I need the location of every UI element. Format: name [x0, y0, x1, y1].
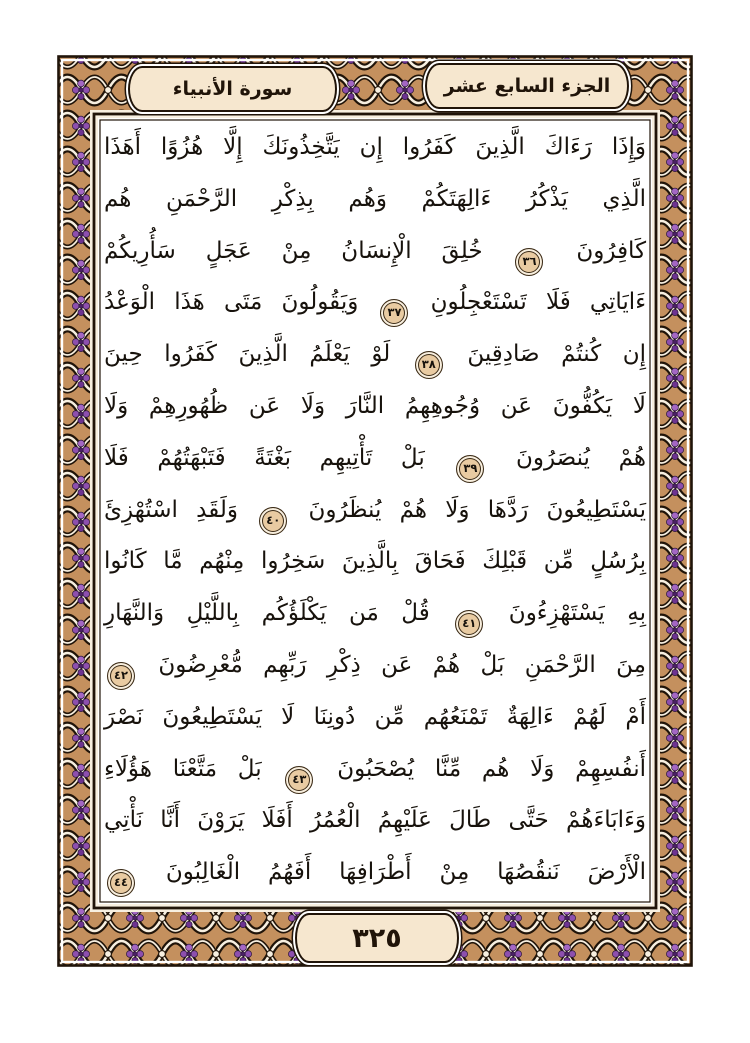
quran-line — [104, 329, 646, 381]
quran-line — [104, 640, 646, 692]
verse-marker: ٤٠ — [259, 507, 287, 535]
verse-text: ءَايَاتِي فَلَا تَسْتَعْجِلُونِ — [430, 289, 647, 316]
juz-label: الجزء السابع عشر — [443, 75, 611, 97]
verse-text: لَوْ يَعْلَمُ الَّذِينَ كَفَرُوا حِينَ — [104, 341, 391, 368]
quran-line — [104, 485, 646, 537]
quran-line — [104, 536, 646, 588]
quran-line — [104, 588, 646, 640]
verse-text: أَنفُسِهِمْ وَلَا هُم مِّنَّا يُصْحَبُونَ — [337, 755, 646, 782]
verse-text: مِنَ الرَّحْمَنِ بَلْ هُمْ عَن ذِكْرِ رَبِّهِم مُّعْرِضُونَ — [158, 651, 646, 678]
quran-line — [104, 226, 646, 278]
quran-text-area — [104, 122, 646, 900]
verse-text: وَيَقُولُونَ مَتَى هَذَا الْوَعْدُ — [104, 289, 359, 316]
verse-text: يَسْتَطِيعُونَ رَدَّهَا وَلَا هُمْ يُنظَرُونَ — [308, 496, 647, 523]
quran-line — [104, 847, 646, 899]
verse-text: وَلَقَدِ اسْتُهْزِئَ — [104, 496, 238, 523]
verse-marker: ٤٢ — [107, 662, 135, 690]
verse-marker: ٣٨ — [415, 351, 443, 379]
verse-text: بَلْ مَتَّعْنَا هَؤُلَاءِ — [104, 755, 262, 782]
quran-line — [104, 174, 646, 226]
verse-text: لَا يَكُفُّونَ عَن وُجُوهِهِمُ النَّارَ وَلَا عَن ظُهُورِهِمْ وَلَا — [104, 392, 646, 419]
verse-text: خُلِقَ الْإِنسَانُ مِنْ عَجَلٍ سَأُرِيكُمْ — [104, 237, 483, 264]
verse-text: أَمْ لَهُمْ ءَالِهَةٌ تَمْنَعُهُم مِّن دُونِنَا لَا يَسْتَطِيعُونَ نَصْرَ — [104, 703, 646, 730]
page-number: ٣٢٥ — [352, 922, 402, 954]
surah-header-cartouche — [128, 66, 337, 112]
verse-text: هُمْ يُنصَرُونَ — [515, 444, 647, 471]
verse-marker: ٤٣ — [285, 766, 313, 794]
surah-label: سورة الأنبياء — [172, 78, 293, 100]
quran-line — [104, 692, 646, 744]
quran-line — [104, 277, 646, 329]
verse-text: وَإِذَا رَءَاكَ الَّذِينَ كَفَرُوا إِن يَتَّخِذُونَكَ إِلَّا هُزُوًا أَهَذَا — [104, 134, 646, 160]
verse-marker: ٣٧ — [380, 299, 408, 327]
juz-header-cartouche — [425, 63, 629, 109]
verse-text: كَافِرُونَ — [576, 237, 647, 264]
verse-text: الْأَرْضَ نَنقُصُهَا مِنْ أَطْرَافِهَا أَفَهُمُ الْغَالِبُونَ — [165, 859, 646, 886]
verse-text: قُلْ مَن يَكْلَؤُكُم بِاللَّيْلِ وَالنَّهَارِ — [104, 600, 430, 627]
verse-text: بِرُسُلٍ مِّن قَبْلِكَ فَحَاقَ بِالَّذِينَ سَخِرُوا مِنْهُم مَّا كَانُوا — [104, 548, 646, 575]
verse-text: بِهِ يَسْتَهْزِءُونَ — [508, 600, 647, 627]
verse-marker: ٣٦ — [515, 248, 543, 276]
verse-text: إِن كُنتُمْ صَادِقِينَ — [467, 341, 647, 368]
quran-line — [104, 122, 646, 174]
verse-marker: ٤١ — [455, 610, 483, 638]
quran-line — [104, 433, 646, 485]
verse-text: بَلْ تَأْتِيهِم بَغْتَةً فَتَبْهَتُهُمْ فَلَا — [104, 444, 425, 471]
quran-line — [104, 795, 646, 847]
quran-line — [104, 744, 646, 796]
verse-marker: ٤٤ — [107, 869, 135, 897]
verse-marker: ٣٩ — [456, 455, 484, 483]
quran-line — [104, 381, 646, 433]
page-number-cartouche — [295, 913, 459, 963]
verse-text: وَءَابَاءَهُمْ حَتَّى طَالَ عَلَيْهِمُ الْعُمُرُ أَفَلَا يَرَوْنَ أَنَّا نَأْتِي — [104, 807, 646, 834]
verse-text: الَّذِي يَذْكُرُ ءَالِهَتَكُمْ وَهُم بِذِكْرِ الرَّحْمَنِ هُم — [104, 185, 646, 212]
